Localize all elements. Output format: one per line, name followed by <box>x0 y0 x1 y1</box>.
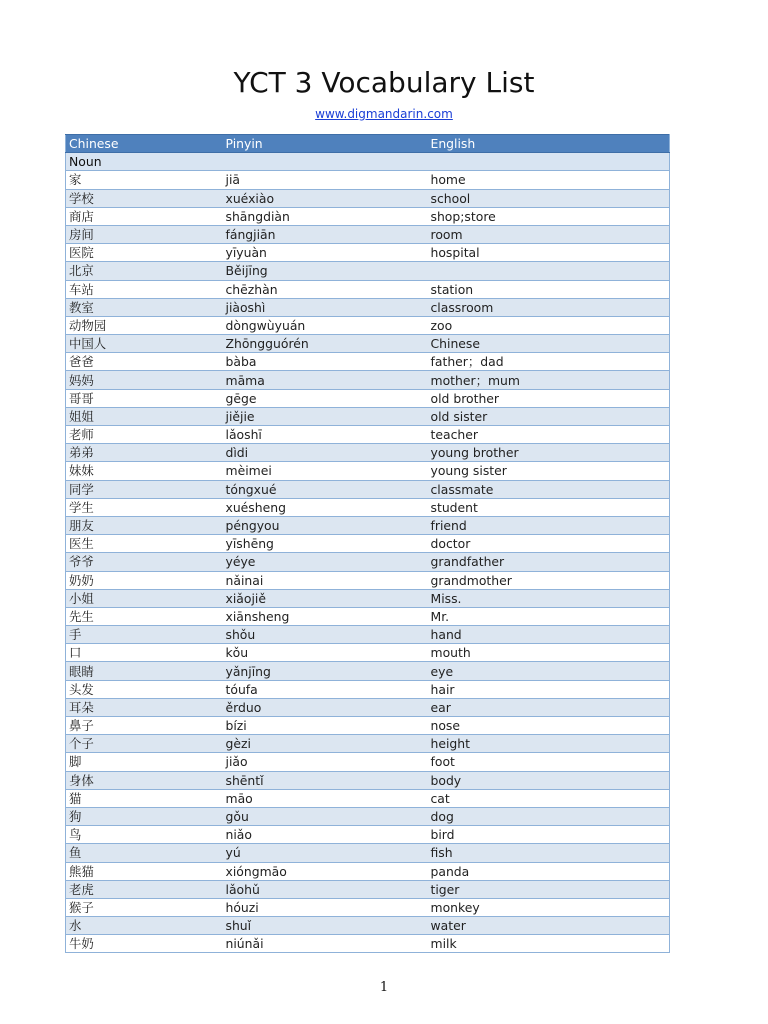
pinyin-cell: shāngdiàn <box>223 207 428 225</box>
table-row <box>66 207 670 225</box>
english-cell: monkey <box>428 898 670 916</box>
chinese-cell: 房间 <box>66 225 223 243</box>
table-row <box>66 389 670 407</box>
pinyin-cell: jiǎo <box>223 753 428 771</box>
pinyin-cell: bízi <box>223 717 428 735</box>
chinese-cell: 牛奶 <box>66 935 223 953</box>
chinese-cell: 妈妈 <box>66 371 223 389</box>
table-row <box>66 353 670 371</box>
english-cell: dog <box>428 807 670 825</box>
table-row <box>66 898 670 916</box>
chinese-cell: 熊猫 <box>66 862 223 880</box>
pinyin-cell: tóufa <box>223 680 428 698</box>
vocabulary-table <box>65 134 670 953</box>
website-link[interactable]: www.digmandarin.com <box>315 107 453 121</box>
pinyin-cell: yǎnjīng <box>223 662 428 680</box>
table-row <box>66 516 670 534</box>
pinyin-cell: chēzhàn <box>223 280 428 298</box>
english-cell: teacher <box>428 426 670 444</box>
english-cell: Chinese <box>428 335 670 353</box>
chinese-cell: 同学 <box>66 480 223 498</box>
english-cell: doctor <box>428 535 670 553</box>
chinese-cell: 奶奶 <box>66 571 223 589</box>
english-cell: classroom <box>428 298 670 316</box>
pinyin-cell: gǒu <box>223 807 428 825</box>
english-cell: home <box>428 171 670 189</box>
english-cell <box>428 262 670 280</box>
pinyin-cell: jiàoshì <box>223 298 428 316</box>
table-row <box>66 316 670 334</box>
pinyin-cell: yéye <box>223 553 428 571</box>
english-cell: eye <box>428 662 670 680</box>
chinese-cell: 车站 <box>66 280 223 298</box>
english-cell: cat <box>428 789 670 807</box>
chinese-cell: 医院 <box>66 244 223 262</box>
english-cell: station <box>428 280 670 298</box>
pinyin-cell: shēntǐ <box>223 771 428 789</box>
column-header-chinese: Chinese <box>66 135 223 153</box>
chinese-cell: 猴子 <box>66 898 223 916</box>
english-cell: milk <box>428 935 670 953</box>
header-row <box>66 135 670 153</box>
table-row <box>66 662 670 680</box>
english-cell: panda <box>428 862 670 880</box>
english-cell: student <box>428 498 670 516</box>
english-cell: old sister <box>428 407 670 425</box>
table-row <box>66 807 670 825</box>
chinese-cell: 水 <box>66 917 223 935</box>
table-row <box>66 189 670 207</box>
english-cell: old brother <box>428 389 670 407</box>
table-header <box>66 135 670 153</box>
table-row <box>66 571 670 589</box>
chinese-cell: 手 <box>66 626 223 644</box>
pinyin-cell: dòngwùyuán <box>223 316 428 334</box>
chinese-cell: 动物园 <box>66 316 223 334</box>
table-row <box>66 462 670 480</box>
table-row <box>66 171 670 189</box>
english-cell: Mr. <box>428 607 670 625</box>
chinese-cell: 妹妹 <box>66 462 223 480</box>
table-row <box>66 553 670 571</box>
english-cell: shop;store <box>428 207 670 225</box>
table-row <box>66 535 670 553</box>
pinyin-cell: jiějie <box>223 407 428 425</box>
english-cell: young brother <box>428 444 670 462</box>
table-row <box>66 789 670 807</box>
chinese-cell: 姐姐 <box>66 407 223 425</box>
chinese-cell: 弟弟 <box>66 444 223 462</box>
english-cell: zoo <box>428 316 670 334</box>
english-cell: body <box>428 771 670 789</box>
chinese-cell: 学校 <box>66 189 223 207</box>
pinyin-cell: māo <box>223 789 428 807</box>
website-link-line <box>0 107 768 121</box>
table-row <box>66 298 670 316</box>
pinyin-cell: bàba <box>223 353 428 371</box>
table-row <box>66 426 670 444</box>
english-cell: young sister <box>428 462 670 480</box>
chinese-cell: 鼻子 <box>66 717 223 735</box>
pinyin-cell: shǒu <box>223 626 428 644</box>
pinyin-cell: xuésheng <box>223 498 428 516</box>
table-row <box>66 280 670 298</box>
chinese-cell: 耳朵 <box>66 698 223 716</box>
english-cell: tiger <box>428 880 670 898</box>
chinese-cell: 爷爷 <box>66 553 223 571</box>
table-row <box>66 753 670 771</box>
table-row <box>66 371 670 389</box>
pinyin-cell: dìdi <box>223 444 428 462</box>
chinese-cell: 先生 <box>66 607 223 625</box>
english-cell: fish <box>428 844 670 862</box>
pinyin-cell: yīyuàn <box>223 244 428 262</box>
table-row <box>66 680 670 698</box>
english-cell: mother；mum <box>428 371 670 389</box>
table-body <box>66 153 670 953</box>
english-cell: grandfather <box>428 553 670 571</box>
table-row <box>66 335 670 353</box>
section-row-noun <box>66 153 670 171</box>
english-cell: hospital <box>428 244 670 262</box>
pinyin-cell: māma <box>223 371 428 389</box>
chinese-cell: 哥哥 <box>66 389 223 407</box>
english-cell: mouth <box>428 644 670 662</box>
english-cell: height <box>428 735 670 753</box>
pinyin-cell: Zhōngguórén <box>223 335 428 353</box>
pinyin-cell: gēge <box>223 389 428 407</box>
table-row <box>66 698 670 716</box>
pinyin-cell: lǎohǔ <box>223 880 428 898</box>
pinyin-cell: Běijīng <box>223 262 428 280</box>
table-row <box>66 844 670 862</box>
english-cell: hair <box>428 680 670 698</box>
chinese-cell: 猫 <box>66 789 223 807</box>
pinyin-cell: xuéxiào <box>223 189 428 207</box>
english-cell: father；dad <box>428 353 670 371</box>
document-title: YCT 3 Vocabulary List <box>233 66 535 99</box>
chinese-cell: 狗 <box>66 807 223 825</box>
english-cell: Miss. <box>428 589 670 607</box>
english-cell: classmate <box>428 480 670 498</box>
chinese-cell: 教室 <box>66 298 223 316</box>
chinese-cell: 鸟 <box>66 826 223 844</box>
section-label: Noun <box>66 153 223 171</box>
table-row <box>66 880 670 898</box>
chinese-cell: 中国人 <box>66 335 223 353</box>
english-cell: nose <box>428 717 670 735</box>
table-row <box>66 862 670 880</box>
pinyin-cell: péngyou <box>223 516 428 534</box>
chinese-cell: 眼睛 <box>66 662 223 680</box>
pinyin-cell: ěrduo <box>223 698 428 716</box>
chinese-cell: 脚 <box>66 753 223 771</box>
table-row <box>66 771 670 789</box>
pinyin-cell: xióngmāo <box>223 862 428 880</box>
table-row <box>66 935 670 953</box>
table-row <box>66 480 670 498</box>
chinese-cell: 头发 <box>66 680 223 698</box>
pinyin-cell: yú <box>223 844 428 862</box>
pinyin-cell: kǒu <box>223 644 428 662</box>
pinyin-cell: lǎoshī <box>223 426 428 444</box>
table-row <box>66 717 670 735</box>
column-header-english: English <box>428 135 670 153</box>
pinyin-cell: nǎinai <box>223 571 428 589</box>
table-row <box>66 626 670 644</box>
chinese-cell: 商店 <box>66 207 223 225</box>
chinese-cell: 口 <box>66 644 223 662</box>
pinyin-cell: mèimei <box>223 462 428 480</box>
chinese-cell: 学生 <box>66 498 223 516</box>
chinese-cell: 小姐 <box>66 589 223 607</box>
table-row <box>66 589 670 607</box>
column-header-pinyin: Pinyin <box>223 135 428 153</box>
chinese-cell: 爸爸 <box>66 353 223 371</box>
pinyin-cell: jiā <box>223 171 428 189</box>
table-row <box>66 735 670 753</box>
chinese-cell: 家 <box>66 171 223 189</box>
english-cell: ear <box>428 698 670 716</box>
table-row <box>66 244 670 262</box>
english-cell: hand <box>428 626 670 644</box>
english-cell: friend <box>428 516 670 534</box>
english-cell: school <box>428 189 670 207</box>
table-row <box>66 826 670 844</box>
pinyin-cell: shuǐ <box>223 917 428 935</box>
section-empty-cell <box>428 153 670 171</box>
page-number: 1 <box>379 980 389 995</box>
table-row <box>66 917 670 935</box>
chinese-cell: 医生 <box>66 535 223 553</box>
chinese-cell: 个子 <box>66 735 223 753</box>
table-row <box>66 444 670 462</box>
chinese-cell: 老虎 <box>66 880 223 898</box>
english-cell: water <box>428 917 670 935</box>
table-row <box>66 262 670 280</box>
table-row <box>66 407 670 425</box>
pinyin-cell: hóuzi <box>223 898 428 916</box>
english-cell: room <box>428 225 670 243</box>
english-cell: foot <box>428 753 670 771</box>
pinyin-cell: niǎo <box>223 826 428 844</box>
section-empty-cell <box>223 153 428 171</box>
chinese-cell: 北京 <box>66 262 223 280</box>
pinyin-cell: gèzi <box>223 735 428 753</box>
pinyin-cell: xiǎojiě <box>223 589 428 607</box>
chinese-cell: 朋友 <box>66 516 223 534</box>
chinese-cell: 老师 <box>66 426 223 444</box>
pinyin-cell: yīshēng <box>223 535 428 553</box>
pinyin-cell: niúnǎi <box>223 935 428 953</box>
chinese-cell: 身体 <box>66 771 223 789</box>
pinyin-cell: xiānsheng <box>223 607 428 625</box>
table-row <box>66 225 670 243</box>
english-cell: bird <box>428 826 670 844</box>
table-row <box>66 644 670 662</box>
pinyin-cell: fángjiān <box>223 225 428 243</box>
pinyin-cell: tóngxué <box>223 480 428 498</box>
chinese-cell: 鱼 <box>66 844 223 862</box>
table-row <box>66 607 670 625</box>
english-cell: grandmother <box>428 571 670 589</box>
table-row <box>66 498 670 516</box>
